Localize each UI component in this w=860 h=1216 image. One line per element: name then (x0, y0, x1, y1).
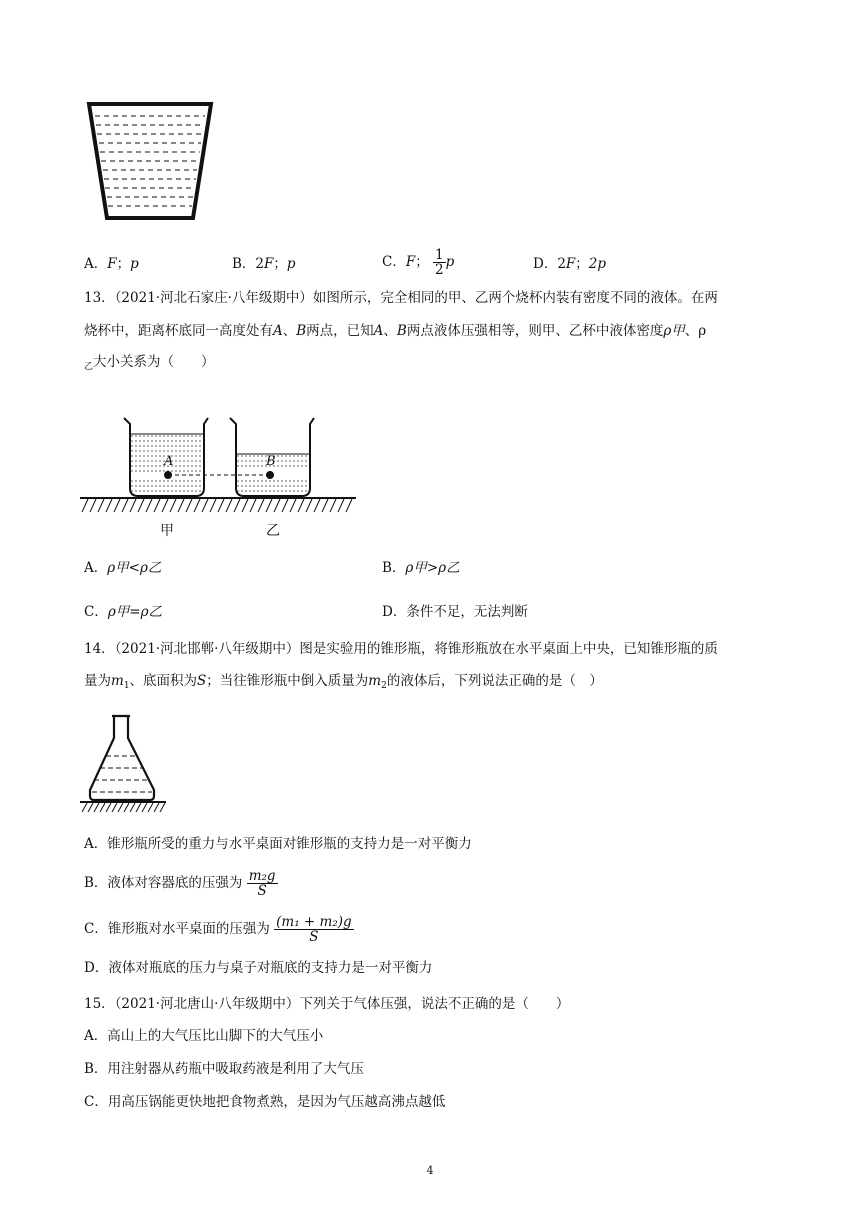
q13-stem-line-1: 13．（2021·河北石家庄·八年级期中）如图所示，完全相同的甲、乙两个烧杯内装有密度不同的液体。在两 (84, 290, 718, 306)
page-number: 4 (426, 1164, 434, 1177)
q15-option-c: C．用高压锅能更快地把食物煮熟，是因为气压越高沸点越低 (84, 1094, 446, 1110)
q15-option-a: A．高山上的大气压比山脚下的大气压小 (84, 1028, 324, 1044)
q14-option-d: D．液体对瓶底的压力与桌子对瓶底的支持力是一对平衡力 (84, 960, 433, 976)
q12-option-a: A．F；p (84, 256, 139, 272)
q15-option-b: B．用注射器从药瓶中吸取药液是利用了大气压 (84, 1061, 364, 1077)
q13-option-c: C．ρ甲=ρ乙 (84, 604, 163, 620)
q14-stem-line-2: 量为$m_1$、底面积为S；当往锥形瓶中倒入质量为$m_2$的液体后，下列说法正确的是（ ） (84, 673, 603, 691)
q13-option-b: B．ρ甲>ρ乙 (382, 560, 460, 576)
q13-stem-line-2: 烧杯中，距离杯底同一高度处有A、B两点，已知A、B两点液体压强相等，则甲、乙杯中液体密度ρ甲、ρ (84, 323, 707, 339)
q14-flask-figure (80, 712, 180, 816)
q13-beakers-figure (80, 412, 360, 542)
q13-stem-line-3: $_乙$大小关系为（ ） (84, 354, 215, 372)
q13-beaker-right-label: 乙 (266, 523, 280, 539)
q12-option-c-fraction: $\frac{1}{2}$ (435, 247, 444, 278)
q13-option-a: A．ρ甲<ρ乙 (84, 560, 162, 576)
q12-option-b: B．2F；p (232, 256, 296, 272)
q12-option-c: C．F； $\frac{1}{2}$ p (382, 247, 455, 278)
q14-option-b: B．液体对容器底的压强为 $\frac{\text{m₂g}}{S}$ (84, 868, 276, 899)
q14-stem-line-1: 14．（2021·河北邯郸·八年级期中）图是实验用的锥形瓶，将锥形瓶放在水平桌面上中央，已知锥形瓶的质 (84, 641, 718, 657)
q13-figure-label-a: A (164, 454, 174, 469)
q12-option-d: D．2F；2p (533, 256, 607, 272)
q14-option-b-fraction: $\frac{\text{m₂g}}{S}$ (248, 868, 276, 899)
q14-option-c: C．锥形瓶对水平桌面的压强为 $\frac{\text{(m₁ + m₂)g}}{S}$ (84, 914, 352, 945)
q14-option-a: A．锥形瓶所受的重力与水平桌面对锥形瓶的支持力是一对平衡力 (84, 836, 472, 852)
q12-container-figure (85, 100, 215, 222)
q13-beaker-left-label: 甲 (160, 523, 174, 539)
q13-option-d: D．条件不足，无法判断 (382, 604, 528, 620)
q13-figure-label-b: B (266, 454, 276, 469)
q14-option-c-fraction: $\frac{\text{(m₁ + m₂)g}}{S}$ (276, 914, 352, 945)
q15-stem: 15．（2021·河北唐山·八年级期中）下列关于气体压强，说法不正确的是（ ） (84, 996, 570, 1012)
